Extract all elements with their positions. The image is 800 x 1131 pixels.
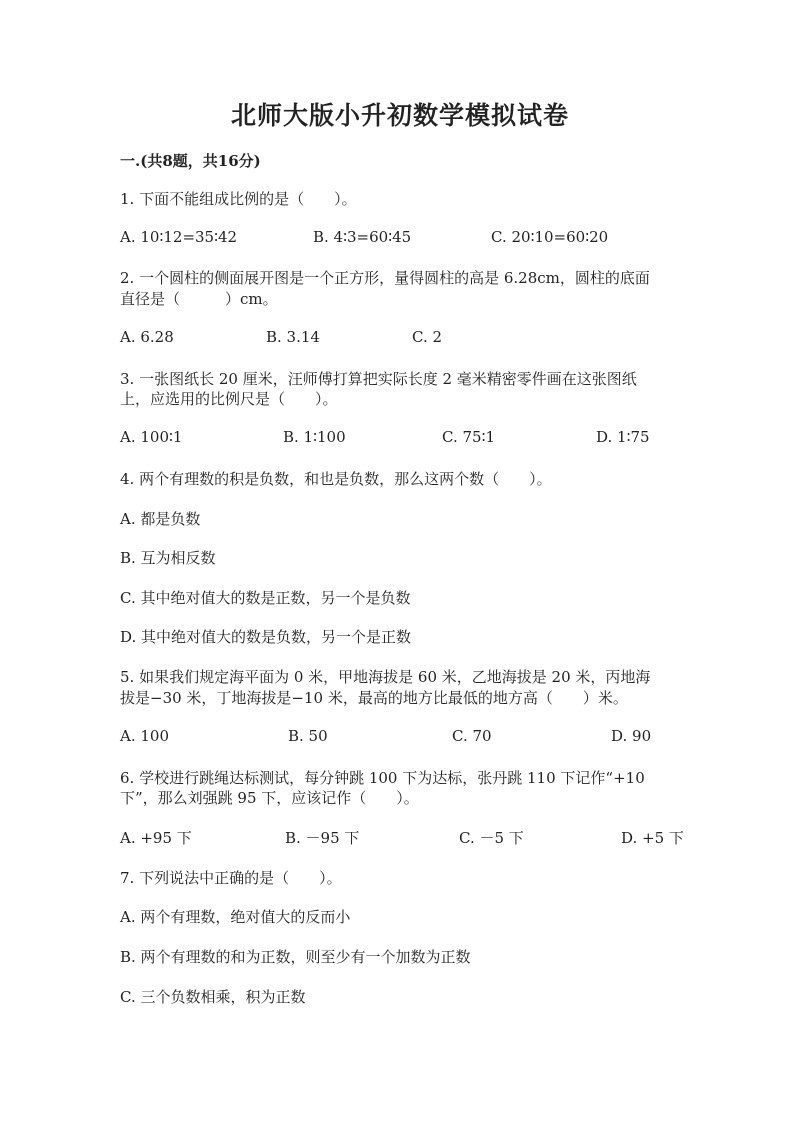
question-6-option-d: D. +5 下	[621, 829, 684, 847]
question-1-option-a: A. 10∶12=35∶42	[120, 228, 238, 246]
question-2-text-line-2: 直径是（ ）cm。	[120, 290, 278, 308]
question-6-option-b: B. －95 下	[285, 829, 360, 847]
question-3-option-c: C. 75∶1	[442, 428, 496, 446]
question-3-option-d: D. 1∶75	[596, 428, 650, 446]
question-7-option-c: C. 三个负数相乘，积为正数	[120, 988, 306, 1006]
question-2-option-c: C. 2	[412, 328, 443, 346]
question-4-option-a: A. 都是负数	[120, 510, 201, 528]
question-6-option-a: A. +95 下	[120, 829, 192, 847]
question-3-text-line-2: 上，应选用的比例尺是（ ）。	[120, 390, 338, 408]
question-4-text: 4. 两个有理数的积是负数，和也是负数，那么这两个数（ ）。	[120, 470, 552, 488]
question-6-text-line-2: 下”，那么刘强跳 95 下，应该记作（ ）。	[120, 789, 419, 807]
question-6-option-c: C. －5 下	[459, 829, 524, 847]
question-7-text: 7. 下列说法中正确的是（ ）。	[120, 869, 342, 887]
question-5-text-line-1: 5. 如果我们规定海平面为 0 米，甲地海拔是 60 米，乙地海拔是 20 米，丙地海	[120, 668, 651, 686]
question-5-option-d: D. 90	[611, 727, 652, 745]
question-2-text-line-1: 2. 一个圆柱的侧面展开图是一个正方形，量得圆柱的高是 6.28cm，圆柱的底面	[120, 269, 650, 287]
question-3-option-a: A. 100∶1	[120, 428, 183, 446]
question-4-option-b: B. 互为相反数	[120, 549, 216, 567]
question-7-option-a: A. 两个有理数，绝对值大的反而小	[120, 908, 351, 926]
question-7-option-b: B. 两个有理数的和为正数，则至少有一个加数为正数	[120, 948, 471, 966]
question-5-option-b: B. 50	[288, 727, 328, 745]
question-3-option-b: B. 1∶100	[283, 428, 346, 446]
question-1-option-b: B. 4∶3=60∶45	[313, 228, 412, 246]
question-1-text: 1. 下面不能组成比例的是（ ）。	[120, 190, 357, 208]
question-4-option-d: D. 其中绝对值大的数是负数，另一个是正数	[120, 628, 412, 646]
question-3-text-line-1: 3. 一张图纸长 20 厘米，汪师傅打算把实际长度 2 毫米精密零件画在这张图纸	[120, 370, 637, 388]
section-heading: 一.(共8题，共16分)	[120, 152, 261, 170]
question-5-text-line-2: 拔是−30 米，丁地海拔是−10 米，最高的地方比最低的地方高（ ）米。	[120, 689, 628, 707]
page-title: 北师大版小升初数学模拟试卷	[230, 101, 569, 130]
question-2-option-b: B. 3.14	[266, 328, 320, 346]
question-5-option-c: C. 70	[452, 727, 492, 745]
question-5-option-a: A. 100	[120, 727, 169, 745]
question-4-option-c: C. 其中绝对值大的数是正数，另一个是负数	[120, 589, 411, 607]
question-6-text-line-1: 6. 学校进行跳绳达标测试，每分钟跳 100 下为达标，张丹跳 110 下记作“+10	[120, 769, 645, 787]
question-2-option-a: A. 6.28	[120, 328, 174, 346]
question-1-option-c: C. 20∶10=60∶20	[491, 228, 609, 246]
